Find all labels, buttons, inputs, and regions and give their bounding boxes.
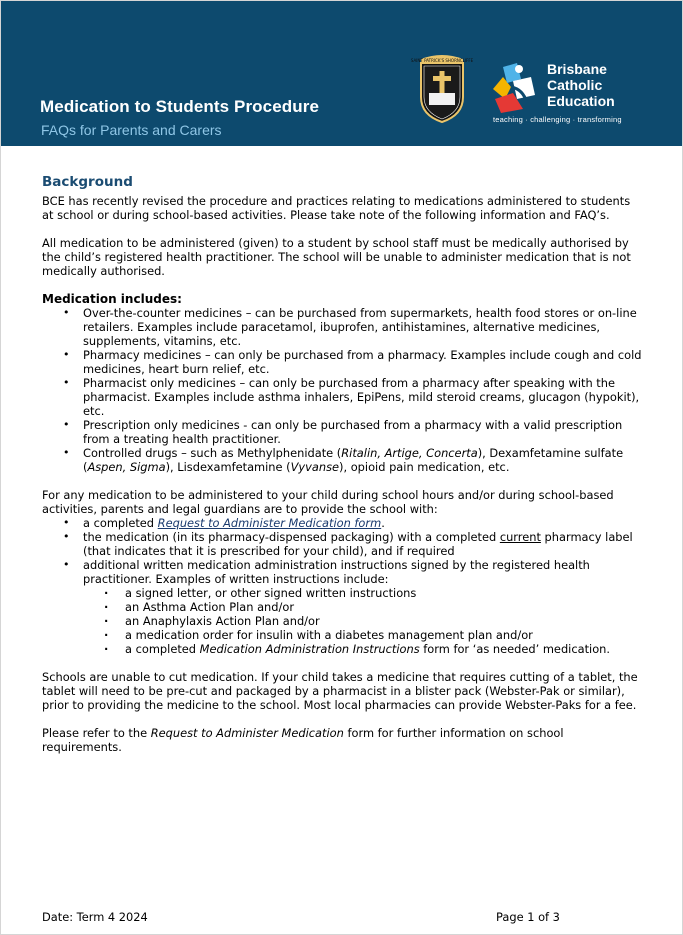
bce-word-1: Brisbane (547, 61, 607, 77)
crest-motto: SAINT PATRICK'S SHORNCLIFFE (410, 58, 474, 63)
sub-list-item (42, 642, 642, 656)
bce-word-3: Education (547, 93, 615, 109)
provide-item-2-end: pharmacy label (that indicates that it is prescribed for your child), and if required (83, 530, 633, 558)
includes-heading: Medication includes: (42, 292, 182, 306)
refer-form-name: Request to Administer Medication (150, 726, 344, 740)
refer-paragraph (42, 726, 642, 754)
includes-list (42, 306, 642, 474)
sub-list-item: · a medication order for insulin with a diabetes management plan and/or (42, 628, 642, 642)
document-body (42, 173, 642, 754)
list-item (42, 446, 642, 474)
list-item: • Prescription only medicines - can only be purchased from a pharmacy with a valid prescription from a treating health practitioner. (42, 418, 642, 446)
controlled-text-a: Controlled drugs – such as Methylphenidate ( (83, 446, 342, 460)
list-item (42, 530, 642, 558)
list-item (42, 558, 642, 656)
sub-list-item: · a signed letter, or other signed written instructions (42, 586, 642, 600)
background-para-1: BCE has recently revised the procedure and practices relating to medications administered to students at school or during school-based activities. Please take note of the following information and FAQ’s. (42, 194, 631, 222)
controlled-text-c: ), Dexamfetamine sulfate ( (83, 446, 624, 474)
provide-item-1-end: . (381, 516, 385, 530)
med-admin-instructions-form: Medication Administration Instructions (199, 642, 420, 656)
provide-intro: For any medication to be administered to your child during school hours and/or during school-based activities, parents and legal guardians are to provide the school with: (42, 488, 614, 516)
school-crest-icon (410, 53, 474, 123)
bce-word-2: Catholic (547, 77, 603, 93)
list-item: • Pharmacy medicines – can only be purchased from a pharmacy. Examples include cough and cold medicines, heart burn relief, etc. (42, 348, 642, 376)
refer-text-a: Please refer to the (42, 726, 151, 740)
controlled-text-e: ), Lisdexamfetamine ( (165, 460, 291, 474)
provide-item-1-text: a completed (83, 516, 158, 530)
bce-logo-icon (483, 59, 539, 115)
page-subtitle: FAQs for Parents and Carers (41, 122, 222, 138)
page-title: Medication to Students Procedure (40, 97, 320, 116)
provide-list (42, 516, 642, 656)
controlled-text-g: ), opioid pain medication, etc. (339, 460, 510, 474)
provide-item-2-text: the medication (in its pharmacy-dispensed packaging) with a completed (83, 530, 500, 544)
sub-item-5-end: form for ‘as needed’ medication. (419, 642, 611, 656)
bce-wordmark (547, 61, 615, 109)
controlled-brands-3: Vyvanse (290, 460, 340, 474)
controlled-brands-1: Ritalin, Artige, Concerta (341, 446, 478, 460)
controlled-brands-2: Aspen, Sigma (87, 460, 166, 474)
instructions-sublist (83, 586, 642, 656)
list-item: • Pharmacist only medicines – can only be purchased from a pharmacy after speaking with the pharmacist. Examples include asthma inhalers, EpiPens, mild steroid creams, glucagon (hypokit), etc. (42, 376, 642, 418)
refer-text-b: form for further information on school requirements. (42, 726, 564, 754)
header-banner (1, 1, 682, 146)
background-para-2: All medication to be administered (given) to a student by school staff must be medically authorised by the child’s registered health practitioner. The school will be unable to administer medication that is not medically authorised. (42, 236, 631, 278)
footer-date: Date: Term 4 2024 (42, 910, 148, 924)
sub-list-item: · an Anaphylaxis Action Plan and/or (42, 614, 642, 628)
request-form-link[interactable]: Request to Administer Medication form (157, 516, 382, 530)
list-item (42, 516, 642, 530)
bce-tagline: teaching · challenging · transforming (493, 115, 622, 124)
cutting-paragraph: Schools are unable to cut medication. If your child takes a medicine that requires cutting of a tablet, the tablet will need to be pre-cut and packaged by a pharmacist in a blister pack (Webster-Pak or similar), prior to providing the medicine to the school. Most local pharmacies can provide Webster-Paks for a fee. (42, 670, 638, 712)
sub-list-item: · an Asthma Action Plan and/or (42, 600, 642, 614)
current-underlined: current (499, 530, 541, 544)
provide-item-3-text: additional written medication administration instructions signed by the registered health practitioner. Examples of written instructions include: (83, 558, 590, 586)
background-heading: Background (42, 174, 133, 190)
list-item: • Over-the-counter medicines – can be purchased from supermarkets, health food stores or on-line retailers. Examples include paracetamol, ibuprofen, antihistamines, alternative medicines, supplements, vitamins, etc. (42, 306, 642, 348)
sub-item-5-text: a completed (125, 642, 200, 656)
footer-page-number: Page 1 of 3 (496, 910, 560, 924)
